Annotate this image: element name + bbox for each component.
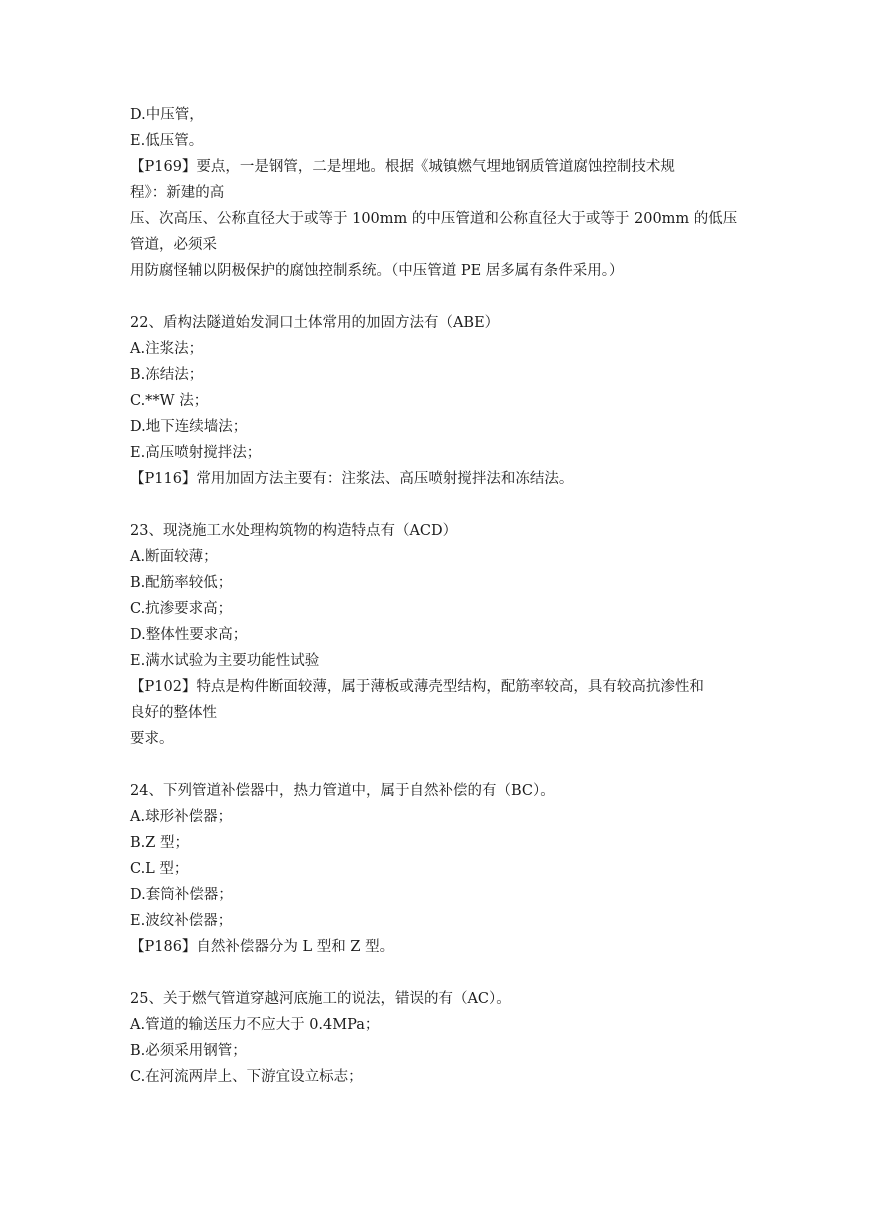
document-content [130,102,750,1090]
option-b: B.Z 型； [130,835,189,851]
paragraph-gap [130,492,750,518]
option-b: B.冻结法； [130,367,204,383]
question-23: 23、现浇施工水处理构筑物的构造特点有（ACD） [130,523,458,539]
option-a: A.注浆法； [130,341,204,357]
explanation-line: 管道，必须采 [130,237,217,253]
question-22: 22、盾构法隧道始发洞口土体常用的加固方法有（ABE） [130,315,500,331]
option-c: C.抗渗要求高； [130,601,233,617]
explanation-line: 压、次高压、公称直径大于或等于 100mm 的中压管道和公称直径大于或等于 200mm 的低压 [130,211,738,227]
explanation-line: 【P116】常用加固方法主要有：注浆法、高压喷射搅拌法和冻结法。 [130,471,574,487]
option-e: E.波纹补偿器； [130,913,233,929]
option-c: C.L 型； [130,861,189,877]
option-d: D.整体性要求高； [130,627,248,643]
paragraph-gap [130,284,750,310]
explanation-line: 【P186】自然补偿器分为 L 型和 Z 型。 [130,939,395,955]
explanation-line: 良好的整体性 [130,705,217,721]
explanation-line: 【P102】特点是构件断面较薄，属于薄板或薄壳型结构，配筋率较高，具有较高抗渗性和 [130,679,704,695]
option-d: D.中压管， [130,107,204,123]
option-a: A.球形补偿器； [130,809,233,825]
option-a: A.管道的输送压力不应大于 0.4MPa； [130,1017,380,1033]
paragraph-gap [130,752,750,778]
option-e: E.低压管。 [130,133,204,149]
option-b: B.配筋率较低； [130,575,233,591]
option-c: C.在河流两岸上、下游宜设立标志； [130,1069,363,1085]
explanation-line: 程》：新建的高 [130,185,225,201]
option-d: D.地下连续墙法； [130,419,248,435]
explanation-line: 【P169】要点，一是钢管，二是埋地。根据《城镇燃气埋地钢质管道腐蚀控制技术规 [130,159,675,175]
option-e: E.满水试验为主要功能性试验 [130,653,320,669]
option-b: B.必须采用钢管； [130,1043,247,1059]
question-24: 24、下列管道补偿器中，热力管道中，属于自然补偿的有（BC）。 [130,783,555,799]
option-d: D.套筒补偿器； [130,887,233,903]
option-c: C.**W 法； [130,393,209,409]
option-a: A.断面较薄； [130,549,218,565]
explanation-line: 要求。 [130,731,174,747]
paragraph-gap [130,960,750,986]
explanation-line: 用防腐怪辅以阴极保护的腐蚀控制系统。（中压管道 PE 居多属有条件采用。） [130,263,624,279]
option-e: E.高压喷射搅拌法； [130,445,262,461]
question-25: 25、关于燃气管道穿越河底施工的说法，错误的有（AC）。 [130,991,511,1007]
